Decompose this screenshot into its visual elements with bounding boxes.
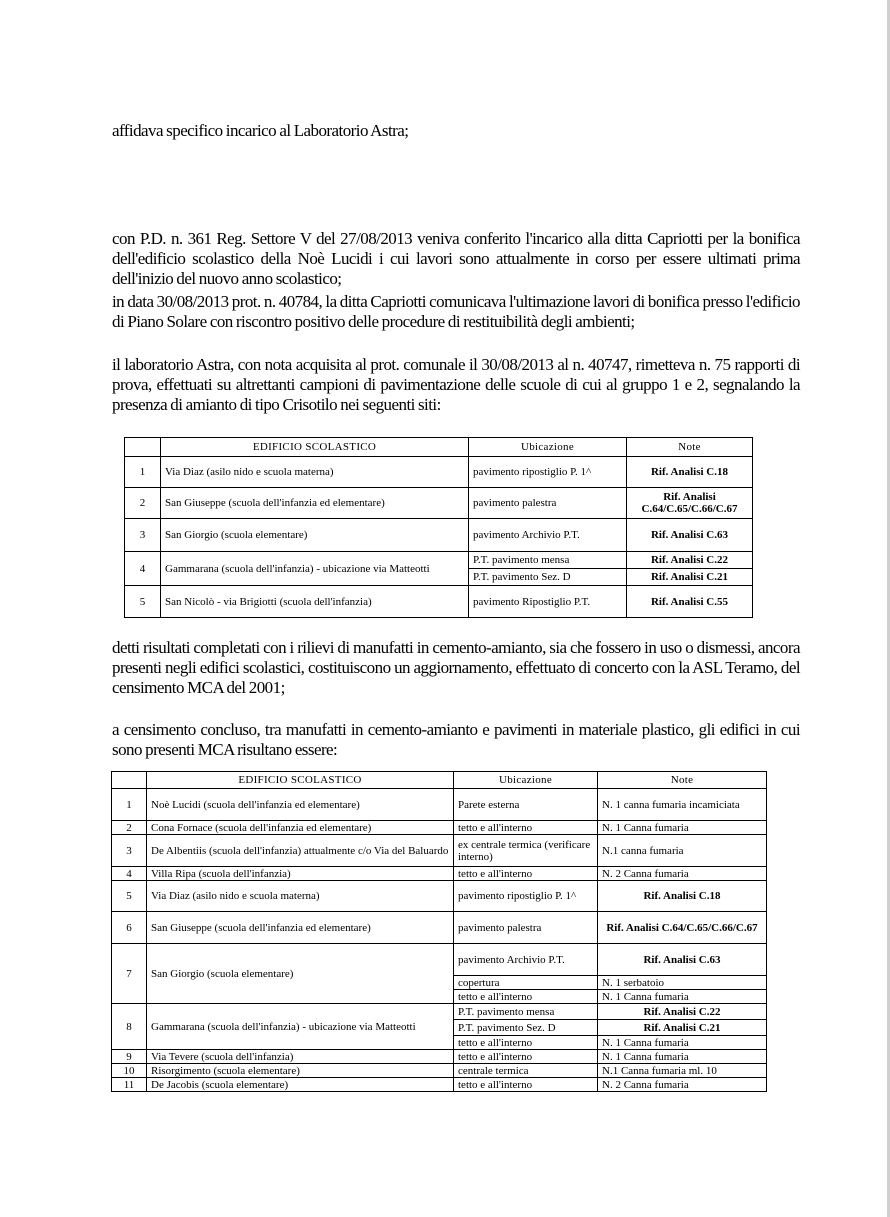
cell-edificio: Cona Fornace (scuola dell'infanzia ed elementare)	[147, 821, 454, 835]
header-note: Note	[598, 772, 767, 789]
table-row	[125, 552, 753, 569]
cell-ubicazione: P.T. pavimento Sez. D	[454, 1020, 598, 1036]
cell-ubicazione: pavimento Archivio P.T.	[454, 944, 598, 976]
cell-edificio: De Jacobis (scuola elementare)	[147, 1078, 454, 1092]
table-row	[112, 912, 767, 944]
cell-num: 1	[125, 457, 161, 488]
header-ubicazione: Ubicazione	[454, 772, 598, 789]
cell-edificio: Via Diaz (asilo nido e scuola materna)	[161, 457, 469, 488]
cell-ubicazione: P.T. pavimento Sez. D	[469, 569, 627, 586]
cell-ubicazione: pavimento palestra	[469, 488, 627, 519]
header-ubicazione: Ubicazione	[469, 438, 627, 457]
table-row	[125, 488, 753, 519]
cell-note: Rif. Analisi C.63	[598, 944, 767, 976]
table-row	[112, 1078, 767, 1092]
table-row	[112, 1004, 767, 1020]
cell-num: 10	[112, 1064, 147, 1078]
cell-note: N. 1 Canna fumaria	[598, 990, 767, 1004]
header-edificio: EDIFICIO SCOLASTICO	[147, 772, 454, 789]
cell-ubicazione: tetto e all'interno	[454, 990, 598, 1004]
cell-ubicazione: pavimento Archivio P.T.	[469, 519, 627, 552]
cell-note: Rif. Analisi C.18	[627, 457, 753, 488]
table-row	[112, 867, 767, 881]
cell-ubicazione: copertura	[454, 976, 598, 990]
cell-num: 4	[112, 867, 147, 881]
cell-note: Rif. Analisi C.18	[598, 881, 767, 912]
cell-note: Rif. Analisi C.21	[598, 1020, 767, 1036]
cell-edificio: Gammarana (scuola dell'infanzia) - ubicazione via Matteotti	[147, 1004, 454, 1050]
cell-note: N. 1 serbatoio	[598, 976, 767, 990]
cell-edificio: San Nicolò - via Brigiotti (scuola dell'infanzia)	[161, 586, 469, 618]
cell-note: Rif. Analisi C.22	[627, 552, 753, 569]
cell-edificio: Via Diaz (asilo nido e scuola materna)	[147, 881, 454, 912]
cell-note: Rif. Analisi C.64/C.65/C.66/C.67	[627, 488, 753, 519]
table-row	[112, 835, 767, 867]
cell-note: Rif. Analisi C.21	[627, 569, 753, 586]
cell-edificio: San Giuseppe (scuola dell'infanzia ed elementare)	[147, 912, 454, 944]
cell-edificio: Villa Ripa (scuola dell'infanzia)	[147, 867, 454, 881]
cell-edificio: Risorgimento (scuola elementare)	[147, 1064, 454, 1078]
header-edificio: EDIFICIO SCOLASTICO	[161, 438, 469, 457]
paragraph-pd-361: con P.D. n. 361 Reg. Settore V del 27/08/2013 veniva conferito l'incarico alla ditta Capriotti per la bonifica dell'edificio scolastico della Noè Lucidi i cui lavori sono attualmente in corso per essere ultimati prima dell'inizio del nuovo anno scolastico;	[112, 229, 800, 288]
cell-ubicazione: tetto e all'interno	[454, 1050, 598, 1064]
cell-note: Rif. Analisi C.64/C.65/C.66/C.67	[598, 912, 767, 944]
cell-ubicazione: tetto e all'interno	[454, 1036, 598, 1050]
cell-num: 6	[112, 912, 147, 944]
header-note: Note	[627, 438, 753, 457]
cell-num: 1	[112, 789, 147, 821]
cell-num: 4	[125, 552, 161, 586]
cell-num: 7	[112, 944, 147, 1004]
cell-note: N. 1 Canna fumaria	[598, 1050, 767, 1064]
table-row	[125, 457, 753, 488]
cell-note: Rif. Analisi C.63	[627, 519, 753, 552]
cell-edificio: San Giuseppe (scuola dell'infanzia ed elementare)	[161, 488, 469, 519]
paragraph-risultati: detti risultati completati con i rilievi di manufatti in cemento-amianto, sia che fossero in uso o dismessi, ancora presenti negli edifici scolastici, costituiscono un aggiornamento, effettuato di concerto con la ASL Teramo, del censimento MCA del 2001;	[112, 638, 800, 697]
cell-num: 5	[125, 586, 161, 618]
cell-edificio: De Albentiis (scuola dell'infanzia) attualmente c/o Via del Baluardo	[147, 835, 454, 867]
cell-note: Rif. Analisi C.22	[598, 1004, 767, 1020]
cell-note: N. 1 Canna fumaria	[598, 821, 767, 835]
cell-ubicazione: pavimento Ripostiglio P.T.	[469, 586, 627, 618]
cell-ubicazione: tetto e all'interno	[454, 867, 598, 881]
cell-note: N. 1 Canna fumaria	[598, 1036, 767, 1050]
header-num	[112, 772, 147, 789]
cell-ubicazione: centrale termica	[454, 1064, 598, 1078]
table-row	[112, 1050, 767, 1064]
cell-num: 2	[125, 488, 161, 519]
cell-num: 3	[125, 519, 161, 552]
cell-edificio: Via Tevere (scuola dell'infanzia)	[147, 1050, 454, 1064]
table-row	[112, 1064, 767, 1078]
cell-edificio: San Giorgio (scuola elementare)	[147, 944, 454, 1004]
cell-num: 11	[112, 1078, 147, 1092]
table-header-row	[112, 772, 767, 789]
paragraph-laboratorio-astra: il laboratorio Astra, con nota acquisita al prot. comunale il 30/08/2013 al n. 40747, rimetteva n. 75 rapporti di prova, effettuati su altrettanti campioni di pavimentazione delle scuole di cui al gruppo 1 e 2, segnalando la presenza di amianto di tipo Crisotilo nei seguenti siti:	[112, 355, 800, 414]
cell-edificio: Noè Lucidi (scuola dell'infanzia ed elementare)	[147, 789, 454, 821]
cell-note: N.1 canna fumaria	[598, 835, 767, 867]
cell-edificio: San Giorgio (scuola elementare)	[161, 519, 469, 552]
cell-ubicazione: P.T. pavimento mensa	[469, 552, 627, 569]
table-row	[112, 881, 767, 912]
cell-note: N. 1 canna fumaria incamiciata	[598, 789, 767, 821]
cell-ubicazione: tetto e all'interno	[454, 821, 598, 835]
cell-note: N. 2 Canna fumaria	[598, 1078, 767, 1092]
cell-ubicazione: pavimento palestra	[454, 912, 598, 944]
cell-note: Rif. Analisi C.55	[627, 586, 753, 618]
paragraph-incarico-astra: affidava specifico incarico al Laboratorio Astra;	[112, 121, 409, 140]
table-row	[112, 789, 767, 821]
cell-note: N. 2 Canna fumaria	[598, 867, 767, 881]
table-edifici-mca	[111, 771, 767, 1092]
cell-num: 2	[112, 821, 147, 835]
table-siti-amianto	[124, 437, 753, 618]
cell-ubicazione: P.T. pavimento mensa	[454, 1004, 598, 1020]
cell-ubicazione: pavimento ripostiglio P. 1^	[469, 457, 627, 488]
table-row	[112, 944, 767, 976]
paragraph-prot-40784: in data 30/08/2013 prot. n. 40784, la ditta Capriotti comunicava l'ultimazione lavori di bonifica presso l'edificio di Piano Solare con riscontro positivo delle procedure di restituibilità degli ambienti;	[112, 292, 800, 331]
cell-num: 3	[112, 835, 147, 867]
table-row	[125, 586, 753, 618]
cell-note: N.1 Canna fumaria ml. 10	[598, 1064, 767, 1078]
cell-num: 8	[112, 1004, 147, 1050]
cell-ubicazione: Parete esterna	[454, 789, 598, 821]
table-header-row	[125, 438, 753, 457]
cell-ubicazione: pavimento ripostiglio P. 1^	[454, 881, 598, 912]
cell-ubicazione: tetto e all'interno	[454, 1078, 598, 1092]
header-num	[125, 438, 161, 457]
table-row	[125, 519, 753, 552]
cell-num: 9	[112, 1050, 147, 1064]
cell-num: 5	[112, 881, 147, 912]
cell-edificio: Gammarana (scuola dell'infanzia) - ubicazione via Matteotti	[161, 552, 469, 586]
paragraph-censimento-concluso: a censimento concluso, tra manufatti in cemento-amianto e pavimenti in materiale plastico, gli edifici in cui sono presenti MCA risultano essere:	[112, 720, 800, 759]
cell-ubicazione: ex centrale termica (verificare interno)	[454, 835, 598, 867]
table-row	[112, 821, 767, 835]
